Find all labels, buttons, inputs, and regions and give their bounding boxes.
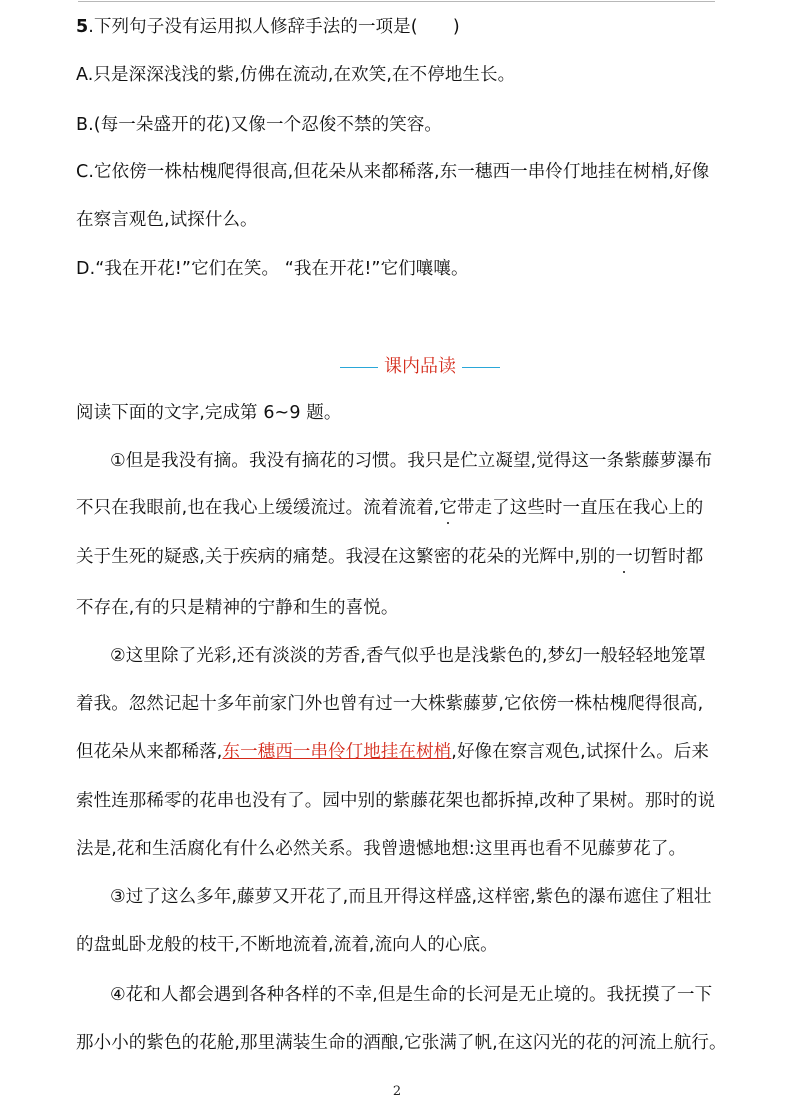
top-divider — [78, 1, 715, 2]
p4-line-2: 那小小的紫色的花舱,那里满装生命的酒酿,它张满了帆,在这闪光的花的河流上航行。 — [76, 1033, 727, 1053]
p2-line-3: 但花朵从来都稀落,东一穗西一串伶仃地挂在树梢,好像在察言观色,试探什么。后来 — [76, 742, 710, 762]
p2-line-2: 着我。忽然记起十多年前家门外也曾有过一大株紫藤萝,它依傍一株枯槐爬得很高, — [76, 694, 704, 714]
emphasis-dot-word: 一 — [615, 547, 633, 567]
option-d: D.“我在开花!”它们在笑。 “我在开花!”它们嚷嚷。 — [76, 259, 469, 279]
p2-line-4: 索性连那稀零的花串也没有了。园中别的紫藤花架也都拆掉,改种了果树。那时的说 — [76, 791, 716, 811]
p1-line-1: ①但是我没有摘。我没有摘花的习惯。我只是伫立凝望,觉得这一条紫藤萝瀑布 — [110, 451, 713, 471]
emphasis-dot-word: 它 — [439, 498, 457, 518]
option-c-line-1: C.它依傍一株枯槐爬得很高,但花朵从来都稀落,东一穗西一串伶仃地挂在树梢,好像 — [76, 162, 710, 182]
p3-line-2: 的盘虬卧龙般的枝干,不断地流着,流着,流向人的心底。 — [76, 935, 498, 955]
underlined-phrase: 东一穗西一串伶仃地挂在树梢 — [222, 742, 452, 762]
option-c-line-2: 在察言观色,试探什么。 — [76, 210, 258, 230]
reading-instruction: 阅读下面的文字,完成第 6~9 题。 — [76, 403, 342, 423]
p1-line-2: 不只在我眼前,也在我心上缓缓流过。流着流着,它带走了这些时一直压在我心上的 — [76, 498, 704, 518]
option-b: B.(每一朵盛开的花)又像一个忍俊不禁的笑容。 — [76, 115, 443, 135]
p2-line-5: 法是,花和生活腐化有什么必然关系。我曾遗憾地想:这里再也看不见藤萝花了。 — [76, 839, 687, 859]
question-stem: 5.下列句子没有运用拟人修辞手法的一项是( ) — [76, 17, 460, 37]
heading-rule-right — [462, 367, 500, 368]
section-heading: 课内品读 — [300, 352, 540, 378]
p4-line-1: ④花和人都会遇到各种各样的不幸,但是生命的长河是无止境的。我抚摸了一下 — [110, 985, 713, 1005]
p2-line-1: ②这里除了光彩,还有淡淡的芳香,香气似乎也是浅紫色的,梦幻一般轻轻地笼罩 — [110, 646, 706, 666]
option-a: A.只是深深浅浅的紫,仿佛在流动,在欢笑,在不停地生长。 — [76, 65, 516, 85]
p3-line-1: ③过了这么多年,藤萝又开花了,而且开得这样盛,这样密,紫色的瀑布遮住了粗壮 — [110, 887, 712, 907]
heading-rule-left — [340, 367, 378, 368]
question-number: 5 — [76, 17, 89, 37]
p1-line-4: 不存在,有的只是精神的宁静和生的喜悦。 — [76, 598, 399, 618]
page-number: 2 — [392, 1084, 402, 1099]
p1-line-3: 关于生死的疑惑,关于疾病的痛楚。我浸在这繁密的花朵的光辉中,别的一切暂时都 — [76, 547, 704, 567]
